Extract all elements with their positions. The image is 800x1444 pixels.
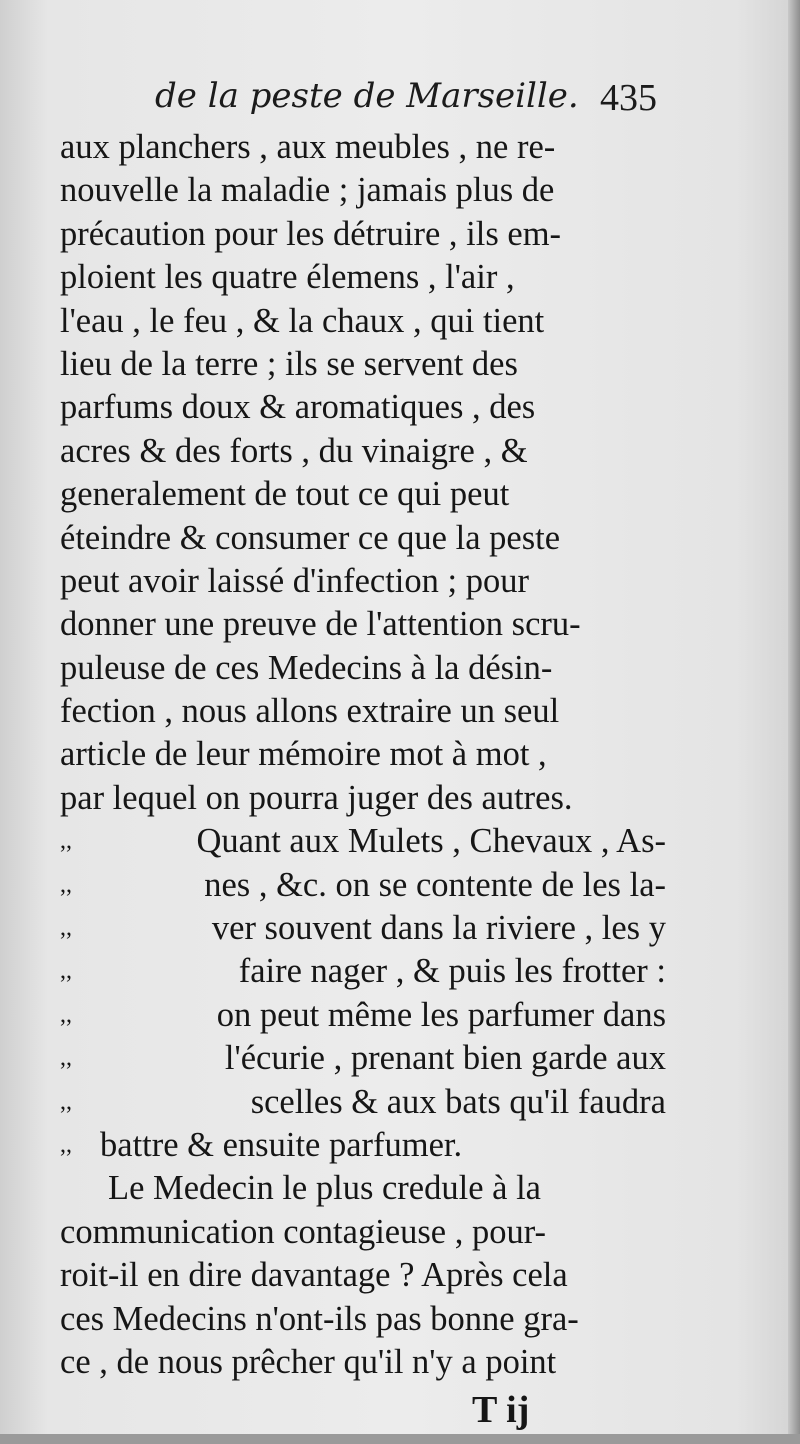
text-line: parfums doux & aromatiques , des: [60, 388, 536, 427]
quote-line: [60, 1081, 666, 1124]
quote-text: on peut même les parfumer dans: [216, 995, 666, 1034]
quote-text: scelles & aux bats qu'il faudra: [250, 1082, 666, 1121]
signature-mark: T ij: [472, 1389, 530, 1431]
page-edge-shadow: [788, 0, 800, 1444]
text-line: roit-il en dire davantage ? Après cela: [60, 1256, 568, 1295]
page-header: [60, 76, 670, 126]
text-line: communication contagieuse , pour-: [60, 1212, 546, 1251]
quote-line: [60, 907, 666, 950]
text-line: peut avoir laissé d'infection ; pour: [60, 561, 529, 600]
quote-mark: ,,: [60, 915, 72, 942]
text-line: aux planchers , aux meubles , ne re-: [60, 128, 556, 166]
quote-mark: ,,: [60, 958, 72, 985]
text-line: acres & des forts , du vinaigre , &: [60, 431, 528, 470]
text-line: l'eau , le feu , & la chaux , qui tient: [60, 301, 545, 340]
body-text: [60, 126, 666, 1384]
quote-text: battre & ensuite parfumer.: [100, 1125, 463, 1164]
page-number: 435: [600, 77, 657, 119]
quote-text: faire nager , & puis les frotter :: [238, 952, 666, 991]
text-line: ploient les quatre élemens , l'air ,: [60, 258, 515, 297]
quote-line: [60, 864, 666, 907]
quote-mark: ,,: [60, 1088, 72, 1115]
text-line: nouvelle la maladie ; jamais plus de: [60, 171, 555, 210]
page-bottom-edge: [0, 1434, 800, 1444]
quote-text: l'écurie , prenant bien garde aux: [224, 1039, 666, 1078]
paragraph-first-line: Le Medecin le plus credule à la: [108, 1169, 541, 1208]
text-line: donner une preuve de l'attention scru-: [60, 605, 581, 644]
quote-line: [60, 994, 666, 1037]
text-line: éteindre & consumer ce que la peste: [60, 518, 561, 557]
text-line: article de leur mémoire mot à mot ,: [60, 735, 547, 774]
text-line: generalement de tout ce qui peut: [60, 475, 510, 514]
quote-mark: ,,: [60, 871, 72, 898]
quote-mark: ,,: [60, 828, 72, 855]
text-line: puleuse de ces Medecins à la désin-: [60, 648, 553, 687]
quote-line: [60, 1037, 666, 1080]
quote-mark: ,,: [60, 1131, 72, 1158]
text-line: par lequel on pourra juger des autres.: [60, 778, 573, 817]
running-title: de la peste de Marseille.: [155, 76, 579, 116]
text-line: lieu de la terre ; ils se servent des: [60, 344, 518, 383]
text-line: ce , de nous prêcher qu'il n'y a point: [60, 1342, 557, 1381]
quote-text: ver souvent dans la riviere , les y: [211, 909, 666, 948]
quote-text: Quant aux Mulets , Chevaux , As-: [196, 822, 666, 861]
quote-text: nes , &c. on se contente de les la-: [204, 865, 666, 904]
quote-mark: ,,: [60, 1001, 72, 1028]
quote-line: [60, 1124, 666, 1167]
text-line: ces Medecins n'ont-ils pas bonne gra-: [60, 1299, 579, 1338]
text-line: fection , nous allons extraire un seul: [60, 692, 560, 731]
quote-line: [60, 950, 666, 993]
text-line: précaution pour les détruire , ils em-: [60, 214, 562, 253]
quote-mark: ,,: [60, 1045, 72, 1072]
quote-line: [60, 820, 666, 863]
